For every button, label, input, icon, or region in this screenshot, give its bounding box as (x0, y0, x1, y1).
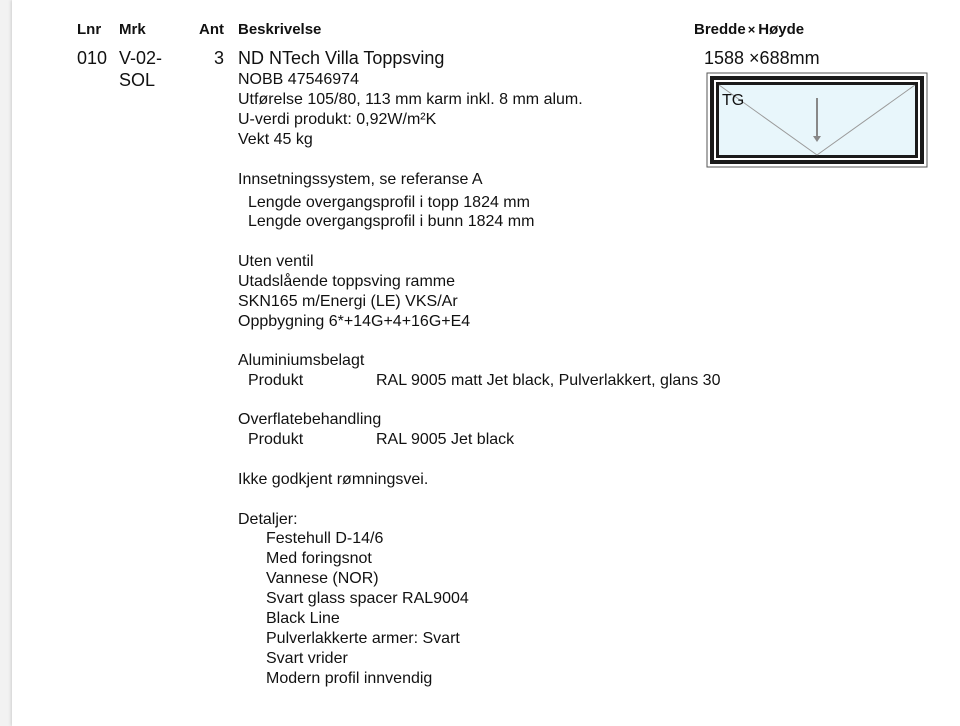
detalj-item: Modern profil innvendig (266, 670, 433, 687)
window-drawing (706, 72, 928, 168)
item-lnr: 010 (77, 48, 108, 68)
utforelse-line: Utførelse 105/80, 113 mm karm inkl. 8 mm alum. (238, 91, 583, 108)
glass-line: SKN165 m/Energi (LE) VKS/Ar (238, 293, 458, 310)
detalj-item: Pulverlakkerte armer: Svart (266, 630, 460, 647)
ramme-line: Utadslående toppsving ramme (238, 273, 456, 290)
overflate-value: RAL 9005 Jet black (376, 431, 515, 448)
oppbygning-line: Oppbygning 6*+14G+4+16G+E4 (238, 313, 471, 330)
overgang-topp-line: Lengde overgangsprofil i topp 1824 mm (248, 194, 530, 211)
overflate-label: Produkt (248, 431, 304, 448)
drawing-label: TG (722, 92, 745, 109)
overflate-heading: Overflatebehandling (238, 411, 382, 428)
alu-heading: Aluminiumsbelagt (238, 352, 365, 369)
item-ant: 3 (214, 48, 225, 68)
item-title: ND NTech Villa Toppsving (238, 48, 445, 68)
detalj-item: Med foringsnot (266, 550, 372, 567)
detalj-item: Svart glass spacer RAL9004 (266, 590, 469, 607)
header-bredde-label: Bredde (694, 21, 746, 38)
detalj-item: Black Line (266, 610, 340, 627)
header-beskrivelse: Beskrivelse (238, 21, 322, 38)
header-mrk: Mrk (119, 21, 146, 38)
overgang-bunn-line: Lengde overgangsprofil i bunn 1824 mm (248, 213, 535, 230)
detalj-item: Vannese (NOR) (266, 570, 379, 587)
ventil-line: Uten ventil (238, 253, 314, 270)
innsetting-line: Innsetningssystem, se referanse A (238, 171, 483, 188)
detaljer-heading: Detaljer: (238, 511, 298, 528)
header-ant: Ant (199, 21, 224, 38)
header-hoyde-label: Høyde (758, 21, 805, 38)
uverdi-line: U-verdi produkt: 0,92W/m²K (238, 111, 437, 128)
alu-value: RAL 9005 matt Jet black, Pulverlakkert, glans 30 (376, 372, 721, 389)
item-dimensions: 1588 ×688mm (704, 48, 820, 68)
header-lnr: Lnr (77, 21, 102, 38)
detalj-item: Festehull D-14/6 (266, 530, 384, 547)
header-times: × (747, 22, 756, 37)
vekt-line: Vekt 45 kg (238, 131, 313, 148)
alu-label: Produkt (248, 372, 304, 389)
header-bredde (694, 21, 804, 38)
detalj-item: Svart vrider (266, 650, 348, 667)
item-mrk-line1: V-02- (119, 48, 163, 68)
romningsvei-line: Ikke godkjent rømningsvei. (238, 471, 429, 488)
item-mrk-line2: SOL (119, 70, 156, 90)
nobb-line: NOBB 47546974 (238, 71, 359, 88)
